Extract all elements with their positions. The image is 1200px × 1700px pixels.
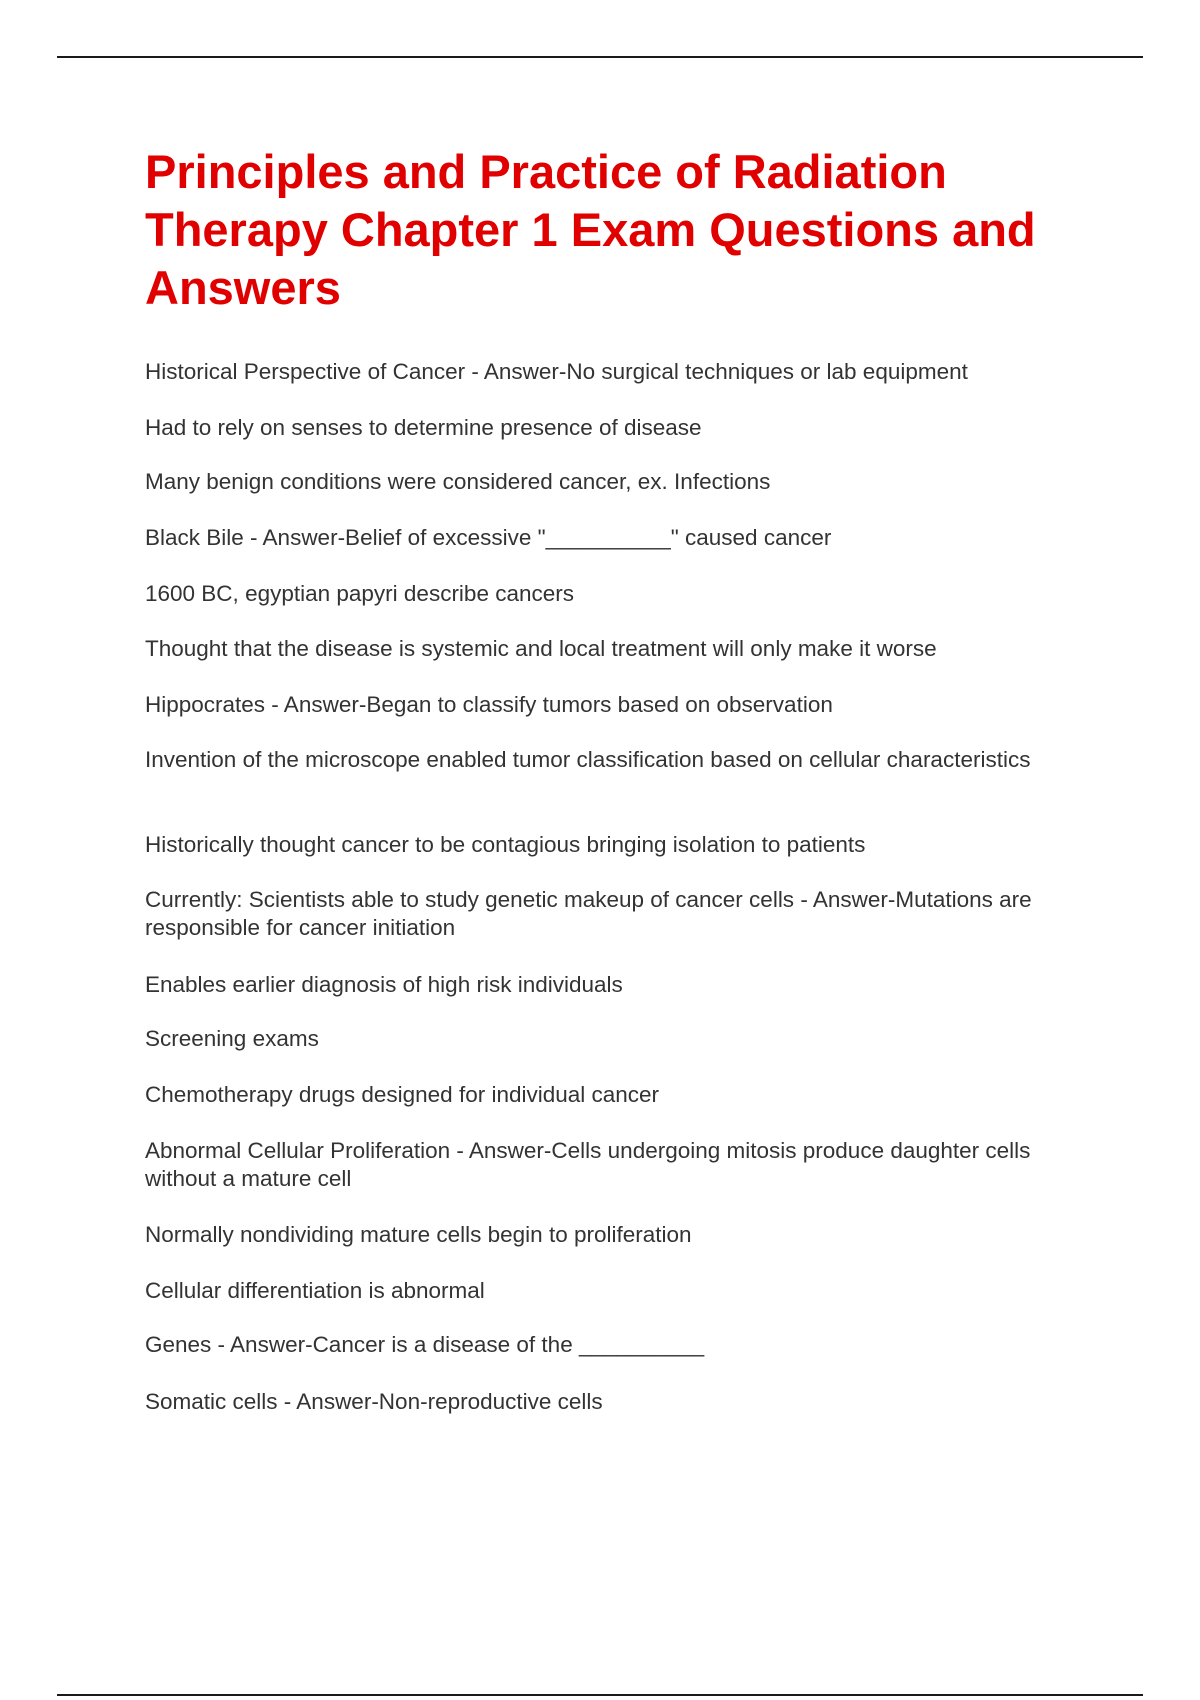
qa-line: Had to rely on senses to determine presence of disease <box>145 415 702 440</box>
qa-line: Hippocrates - Answer-Began to classify tumors based on observation <box>145 692 833 717</box>
qa-line: Abnormal Cellular Proliferation - Answer-Cells undergoing mitosis produce daughter cells without a mature cell <box>145 1138 1031 1191</box>
qa-line: Somatic cells - Answer-Non-reproductive cells <box>145 1389 603 1414</box>
qa-line: Many benign conditions were considered cancer, ex. Infections <box>145 469 771 494</box>
qa-line: Normally nondividing mature cells begin to proliferation <box>145 1222 692 1247</box>
qa-line: Historical Perspective of Cancer - Answer-No surgical techniques or lab equipment <box>145 359 968 384</box>
qa-line: Genes - Answer-Cancer is a disease of the __________ <box>145 1332 705 1357</box>
qa-line: Chemotherapy drugs designed for individual cancer <box>145 1082 660 1107</box>
qa-line: Screening exams <box>145 1026 319 1051</box>
qa-line: Historically thought cancer to be contagious bringing isolation to patients <box>145 832 866 857</box>
document-title: Principles and Practice of Radiation Therapy Chapter 1 Exam Questions and Answers <box>145 145 1036 314</box>
qa-line: Invention of the microscope enabled tumor classification based on cellular characteristics <box>145 747 1031 772</box>
qa-line: Currently: Scientists able to study genetic makeup of cancer cells - Answer-Mutations are responsible for cancer initiation <box>145 887 1032 940</box>
qa-line: Cellular differentiation is abnormal <box>145 1278 485 1303</box>
top-rule <box>57 56 1143 58</box>
qa-line: Black Bile - Answer-Belief of excessive "__________" caused cancer <box>145 525 832 550</box>
bottom-rule <box>57 1694 1143 1696</box>
qa-line: Thought that the disease is systemic and local treatment will only make it worse <box>145 636 937 661</box>
qa-line: 1600 BC, egyptian papyri describe cancers <box>145 581 574 606</box>
qa-line: Enables earlier diagnosis of high risk individuals <box>145 972 623 997</box>
